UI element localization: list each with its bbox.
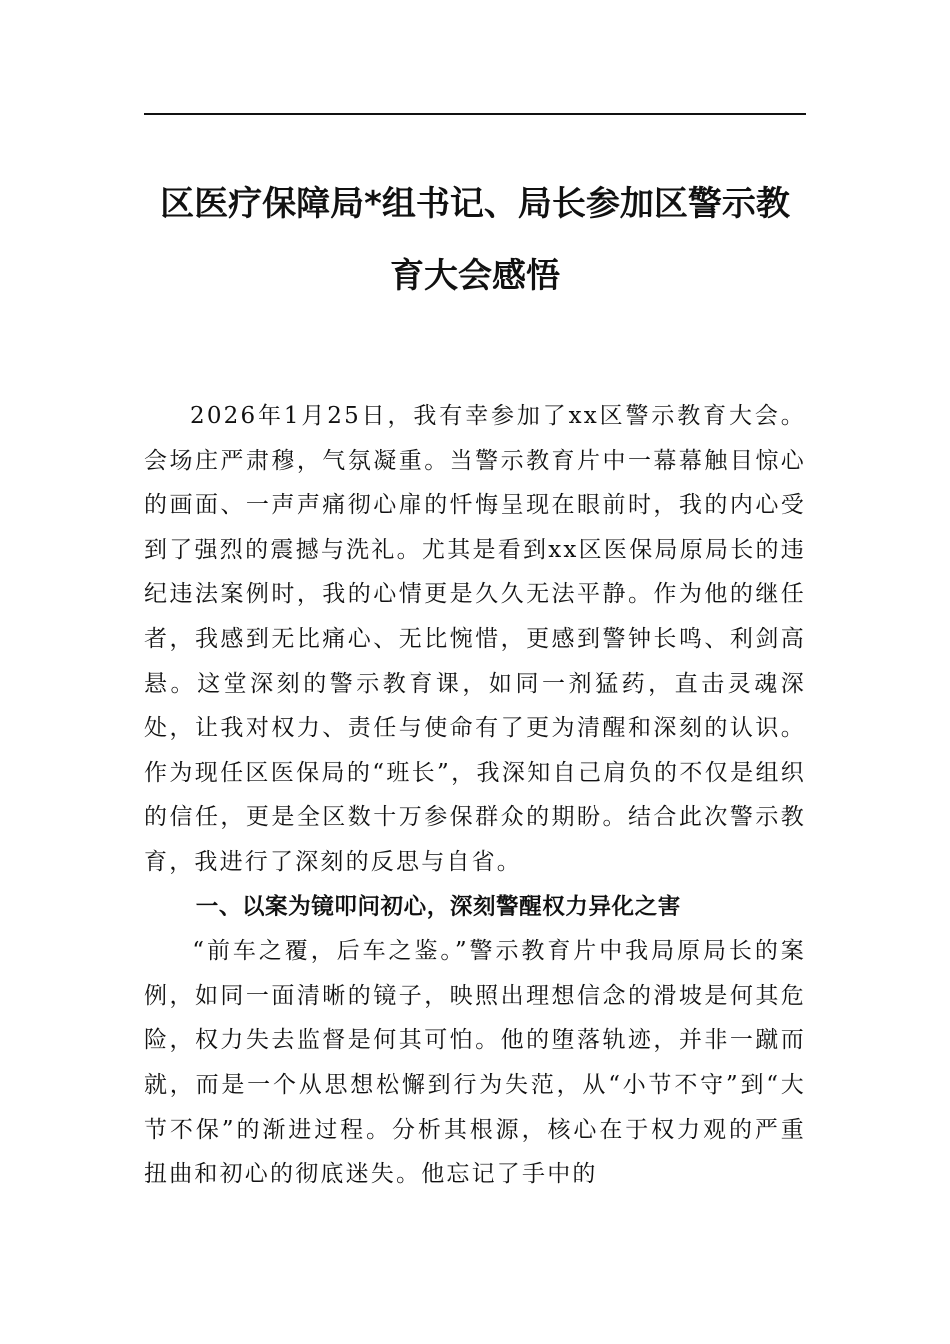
intro-paragraph: 2026年1月25日，我有幸参加了xx区警示教育大会。会场庄严肃穆，气氛凝重。当警示教育片中一幕幕触目惊心的画面、一声声痛彻心扉的忏悔呈现在眼前时，我的内心受到了强烈的震撼与洗礼。尤其是看到xx区医保局原局长的违纪违法案例时，我的心情更是久久无法平静。作为他的继任者，我感到无比痛心、无比惋惜，更感到警钟长鸣、利剑高悬。这堂深刻的警示教育课，如同一剂猛药，直击灵魂深处，让我对权力、责任与使命有了更为清醒和深刻的认识。作为现任区医保局的“班长”，我深知自己肩负的不仅是组织的信任，更是全区数十万参保群众的期盼。结合此次警示教育，我进行了深刻的反思与自省。: [144, 403, 806, 875]
document-title: 区医疗保障局*组书记、局长参加区警示教育大会感悟: [160, 184, 790, 296]
document-body: [144, 394, 806, 1197]
section-heading: 一、以案为镜叩问初心，深刻警醒权力异化之害: [195, 893, 681, 920]
header-rule: [144, 113, 806, 115]
section-paragraph: “前车之覆，后车之鉴。”警示教育片中我局原局长的案例，如同一面清晰的镜子，映照出理想信念的滑坡是何其危险，权力失去监督是何其可怕。他的堕落轨迹，并非一蹴而就，而是一个从思想松懈到行为失范，从“小节不守”到“大节不保”的渐进过程。分析其根源，核心在于权力观的严重扭曲和初心的彻底迷失。他忘记了手中的: [144, 938, 806, 1188]
